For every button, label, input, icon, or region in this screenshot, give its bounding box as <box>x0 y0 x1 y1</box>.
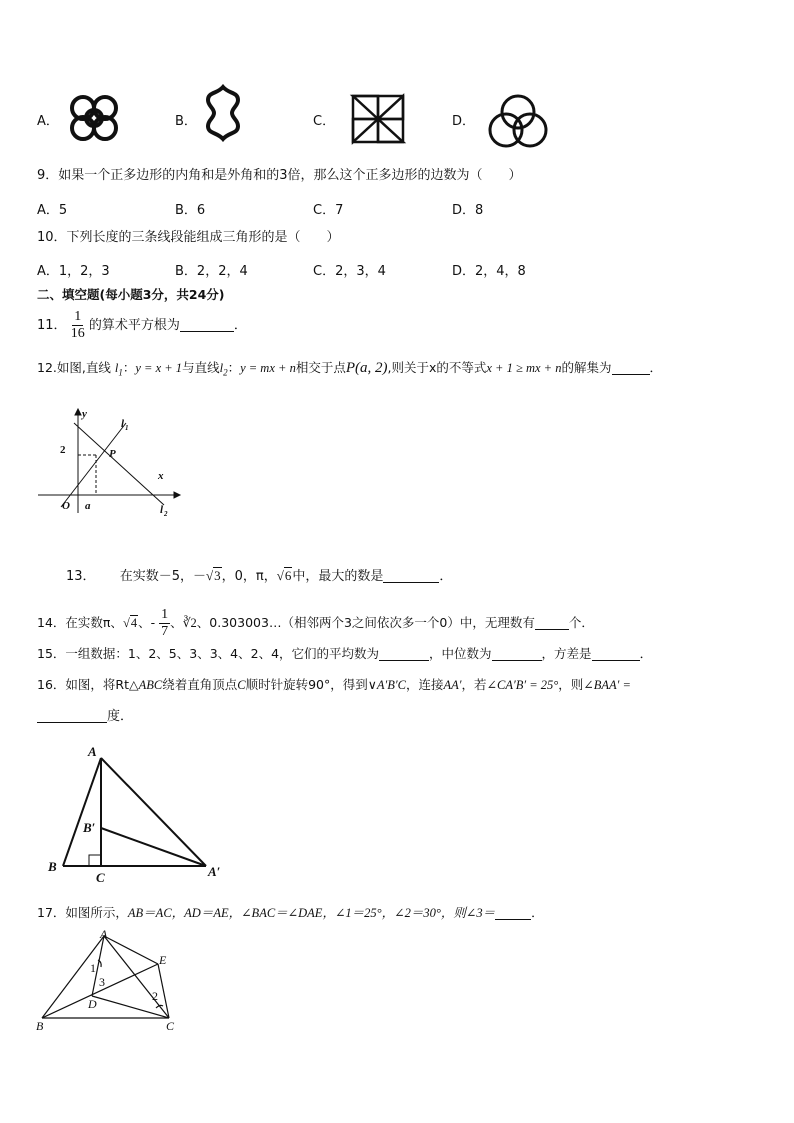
label-c: C <box>166 1019 175 1033</box>
label-x: x <box>158 470 164 482</box>
q12-l1-sub: 1 <box>118 367 123 378</box>
label-l2-sub: 2 <box>164 510 168 517</box>
q14-frac-num: 1 <box>161 607 169 622</box>
line-l1 <box>61 423 126 507</box>
q13-answer-blank[interactable] <box>383 568 439 583</box>
q16-figure <box>44 740 234 886</box>
q16-end: 度． <box>107 709 134 724</box>
q9-option-d: D．8 <box>452 203 484 218</box>
q11-text: 的算术平方根为 <box>88 318 180 333</box>
q12-colon2: ： <box>227 360 241 375</box>
q14-sqrt4: √4 <box>122 616 138 630</box>
q9-option-a: A．5 <box>37 203 68 218</box>
option-d-label: D． <box>452 114 476 129</box>
label-d: D <box>88 997 97 1011</box>
q14-number: 14．在实数π、 <box>37 615 123 630</box>
flower-figure <box>66 92 122 144</box>
q12-number: 12.如图,直线 <box>37 360 111 375</box>
option-c-label: C． <box>313 114 336 129</box>
label-c: C <box>96 870 105 885</box>
option-a-label: A． <box>37 114 59 129</box>
q14-fraction <box>159 607 170 640</box>
q13-end: 中，最大的数是 <box>292 569 384 584</box>
pinwheel-figure <box>349 92 407 146</box>
q16-pre: 16．如图，将Rt <box>37 677 129 692</box>
q14-answer-blank[interactable] <box>535 615 569 630</box>
y-axis-arrow <box>75 409 81 415</box>
q14-end: 个． <box>568 615 594 630</box>
q15-variance-blank[interactable] <box>592 646 640 661</box>
segment-b-prime-a-prime <box>101 828 206 866</box>
label-2: 2 <box>152 989 158 1003</box>
label-y: y <box>82 408 87 420</box>
q14 <box>37 607 594 640</box>
label-b: B <box>48 859 57 874</box>
label-a-prime: A′ <box>208 864 221 879</box>
q10-option-b: B．2，2，4 <box>175 264 248 279</box>
q12-mid: 与直线 <box>182 360 220 375</box>
q16-tri2: ∨A′B′C <box>367 678 406 692</box>
q12-eq2: y = mx + n <box>240 361 296 375</box>
q13-end2: ． <box>439 569 453 584</box>
option-b-label: B． <box>175 114 197 129</box>
line-l2 <box>74 423 164 505</box>
q12-ineq: x + 1 ≥ mx + n <box>486 361 562 375</box>
q12-mid3: ,则关于x的不等式 <box>387 360 487 375</box>
q13-sqrt3: √3 <box>205 568 221 583</box>
q12-l2: l <box>219 361 224 375</box>
label-o: O <box>62 500 70 512</box>
q12-colon1: ： <box>122 360 136 375</box>
q16-tri: △ABC <box>129 678 163 692</box>
section-2-heading: 二、填空题(每小题3分，共24分) <box>37 287 225 302</box>
q17 <box>37 904 544 922</box>
label-two: 2 <box>60 444 66 456</box>
q12-mid2: 相交于点 <box>295 360 346 375</box>
q16-aa: AA′ <box>443 678 462 692</box>
q15-end: ． <box>639 646 653 661</box>
q16-angle2: ∠BAA′ = <box>583 678 631 692</box>
q10-option-d: D．2，4，8 <box>452 264 526 279</box>
q16-mid3: ，连接 <box>405 677 444 692</box>
q11-frac-num: 1 <box>74 309 82 324</box>
q15-mean-blank[interactable] <box>379 646 429 661</box>
label-a: A <box>100 927 108 941</box>
q17-conditions: AB＝AC，AD＝AE，∠BAC＝∠DAE，∠1＝25°，∠2＝30°，则∠3＝ <box>127 906 496 920</box>
q12-end: 的解集为 <box>561 360 612 375</box>
label-e: E <box>159 953 167 967</box>
q14-sep: 、- <box>138 615 156 630</box>
label-b-prime: B′ <box>83 820 96 835</box>
segment-ae <box>104 936 158 964</box>
q12-end2: ． <box>649 360 663 375</box>
q12-answer-blank[interactable] <box>612 360 650 375</box>
q16-mid2: 顺时针旋转90°，得到 <box>245 677 368 692</box>
q15-text: 15．一组数据：1、2、5、3、3、4、2、4，它们的平均数为 <box>37 646 380 661</box>
q17-figure <box>32 926 192 1036</box>
q17-answer-blank[interactable] <box>495 905 531 920</box>
q13-number: 13． <box>66 569 96 584</box>
q9-option-b: B．6 <box>175 203 206 218</box>
q13-mid: ，0，π， <box>221 569 277 584</box>
vase-figure <box>200 84 246 142</box>
q16-answer-blank[interactable] <box>37 708 107 723</box>
segment-ab <box>63 758 101 866</box>
label-b: B <box>36 1019 44 1033</box>
q13-sqrt6-radicand: 6 <box>284 568 292 583</box>
q17-pre: 17．如图所示， <box>37 905 128 920</box>
q12-point: P(a, 2) <box>345 360 388 376</box>
q16-mid5: ，则 <box>558 677 584 692</box>
q16-c: C <box>237 678 246 692</box>
q13-sqrt6: √6 <box>276 568 292 583</box>
q14-sep2: 、 <box>170 615 183 630</box>
q10-option-c: C．2，3，4 <box>313 264 386 279</box>
q17-end: ． <box>531 905 544 920</box>
q16-angle: ∠CA′B′ = 25° <box>486 678 559 692</box>
q12-l1: l <box>114 361 119 375</box>
q13 <box>66 567 452 586</box>
q12-l2-sub: 2 <box>223 367 228 378</box>
q11-fraction <box>71 309 85 342</box>
label-l1-sub: 1 <box>125 424 129 432</box>
label-a: a <box>85 500 91 512</box>
q11-frac-den: 16 <box>70 326 85 341</box>
label-l2: l <box>160 504 164 516</box>
q14-frac-den: 7 <box>161 624 169 639</box>
q11 <box>37 309 247 342</box>
q12-eq1: y = x + 1 <box>135 361 183 375</box>
q15-mid: ，中位数为 <box>429 646 492 661</box>
q16-mid: 绕着直角顶点 <box>162 677 238 692</box>
q16-line1 <box>37 676 631 694</box>
q15 <box>37 645 652 663</box>
q12-figure <box>36 405 186 517</box>
q12 <box>37 359 662 382</box>
label-p: P <box>109 448 116 460</box>
x-axis-arrow <box>174 492 180 498</box>
q15-median-blank[interactable] <box>492 646 542 661</box>
q10-text: 10．下列长度的三条线段能组成三角形的是（ ） <box>37 230 340 245</box>
q14-rest: 、0.303003…（相邻两个3之间依次多一个0）中，无理数有 <box>196 615 535 630</box>
label-3: 3 <box>99 975 105 989</box>
q11-end: ． <box>233 318 247 333</box>
segment-aa-prime <box>101 758 206 866</box>
q11-number: 11． <box>37 318 67 333</box>
segment-ec <box>158 964 169 1018</box>
q9-option-c: C．7 <box>313 203 344 218</box>
q16-line2 <box>37 708 133 726</box>
q13-pre: 在实数－5，－ <box>119 569 206 584</box>
q15-mid2: ，方差是 <box>541 646 592 661</box>
q10-option-a: A．1，2，3 <box>37 264 110 279</box>
q14-sqrt4-radicand: 4 <box>130 616 138 630</box>
q11-answer-blank[interactable] <box>180 317 234 332</box>
q9-text: 9．如果一个正多边形的内角和是外角和的3倍，那么这个正多边形的边数为（ ） <box>37 168 522 183</box>
label-l1: l <box>121 418 125 430</box>
label-1: 1 <box>90 961 96 975</box>
triquetra-figure <box>484 92 552 150</box>
label-a: A <box>88 744 97 759</box>
q13-sqrt3-radicand: 3 <box>214 568 221 583</box>
q16-mid4: ，若 <box>461 677 487 692</box>
q14-cbrt: ∛2 <box>182 616 197 630</box>
right-angle-mark <box>89 855 101 866</box>
